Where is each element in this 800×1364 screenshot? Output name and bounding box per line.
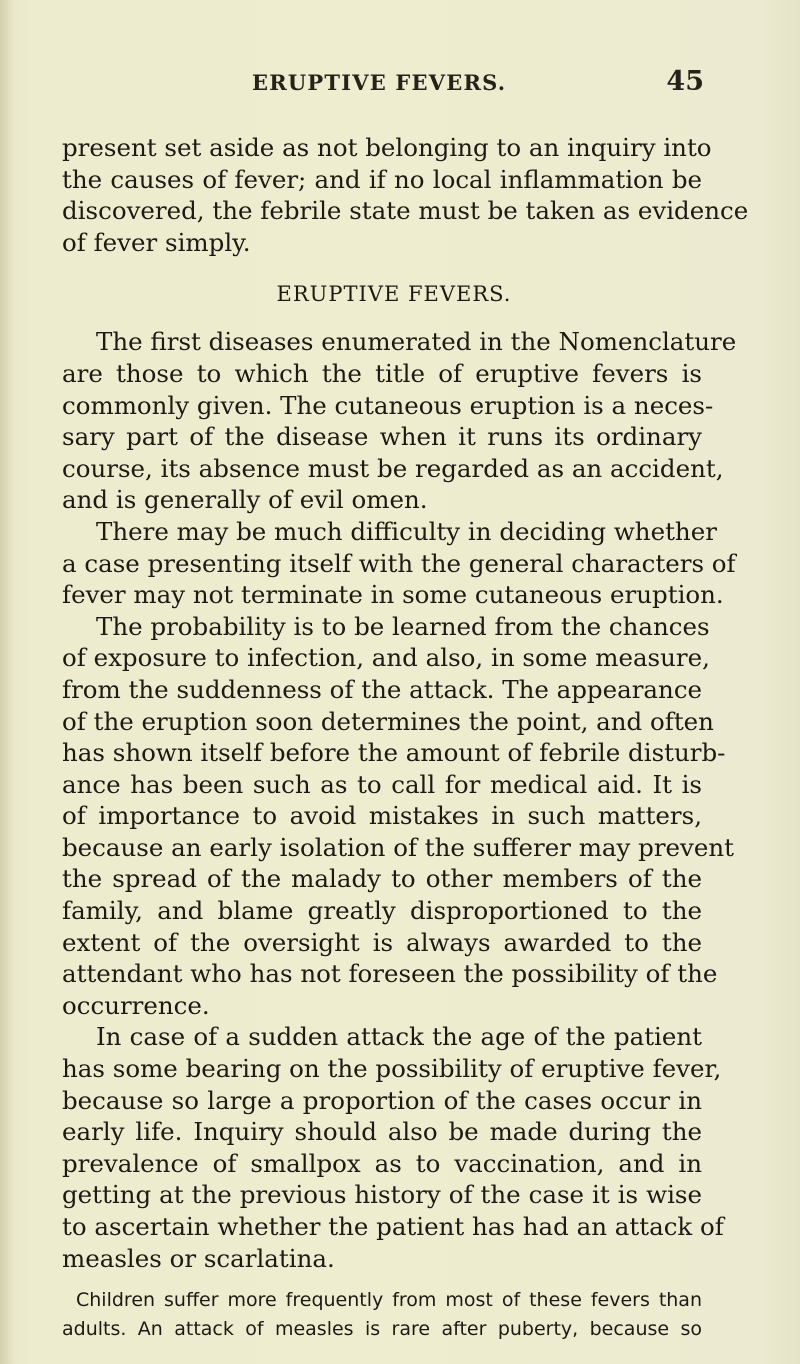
body-text [62,132,749,1344]
text-line: and is generally of evil omen. [62,485,428,515]
page-number: 45 [666,66,704,97]
text-line: a case presenting itself with the general characters of [62,548,736,578]
text-line: because an early isolation of the sufferer may prevent [62,832,735,862]
spine-shadow [0,0,14,1364]
text-line: of fever simply. [62,227,251,257]
text-line: course, its absence must be regarded as an accident, [62,453,724,483]
text-line: ance has been such as to call for medical aid. It is [62,769,702,799]
text-line: Children suffer more frequently from most of these fevers than [76,1289,702,1312]
text-line: adults. An attack of measles is rare after puberty, because so [62,1318,702,1341]
text-line: extent of the oversight is always awarded to the [62,927,702,957]
text-line: measles or scarlatina. [62,1243,335,1273]
text-line: the spread of the malady to other members of the [62,864,702,894]
text-line: because so large a proportion of the cases occur in [62,1085,702,1115]
running-head [0,66,800,104]
running-title: ERUPTIVE FEVERS. [252,70,507,95]
text-line: The first diseases enumerated in the Nomenclature [96,327,737,357]
text-line: to ascertain whether the patient has had an attack of [62,1212,724,1241]
text-line: of importance to avoid mistakes in such matters, [62,801,702,831]
text-line: discovered, the febrile state must be taken as evidence [62,196,749,226]
text-line: early life. Inquiry should also be made during the [62,1117,702,1147]
text-line: In case of a sudden attack the age of the patient [96,1022,702,1052]
paragraph-intro [62,132,749,258]
text-line: has shown itself before the amount of febrile disturb- [62,738,726,768]
text-line: of the eruption soon determines the point, and often [62,706,714,736]
text-line: occurrence. [62,990,210,1020]
text-line: fever may not terminate in some cutaneous eruption. [62,580,724,610]
paragraph-3 [62,1021,724,1274]
text-line: are those to which the title of eruptive fevers is [62,358,702,388]
paragraph-1 [62,326,737,516]
paragraph-2 [62,516,736,1022]
text-line: present set aside as not belonging to an inquiry into [62,133,712,162]
text-line: from the suddenness of the attack. The appearance [62,674,703,704]
text-line: the causes of fever; and if no local inflammation be [62,164,702,194]
section-heading: ERUPTIVE FEVERS. [276,282,512,307]
text-line: The probability is to be learned from the chances [96,611,710,641]
text-line: attendant who has not foreseen the possibility of the [62,959,718,989]
text-line: sary part of the disease when it runs its ordinary [62,422,702,452]
text-line: has some bearing on the possibility of eruptive fever, [62,1054,722,1084]
text-line: prevalence of smallpox as to vaccination, and in [62,1148,702,1178]
text-line: commonly given. The cutaneous eruption is a neces- [62,390,714,420]
text-line: of exposure to infection, and also, in some measure, [62,643,710,673]
paragraph-small-print [62,1286,702,1344]
text-line: There may be much difficulty in deciding whether [96,516,717,546]
text-line: family, and blame greatly disproportioned to the [62,896,702,926]
text-line: getting at the previous history of the case it is wise [62,1180,702,1210]
